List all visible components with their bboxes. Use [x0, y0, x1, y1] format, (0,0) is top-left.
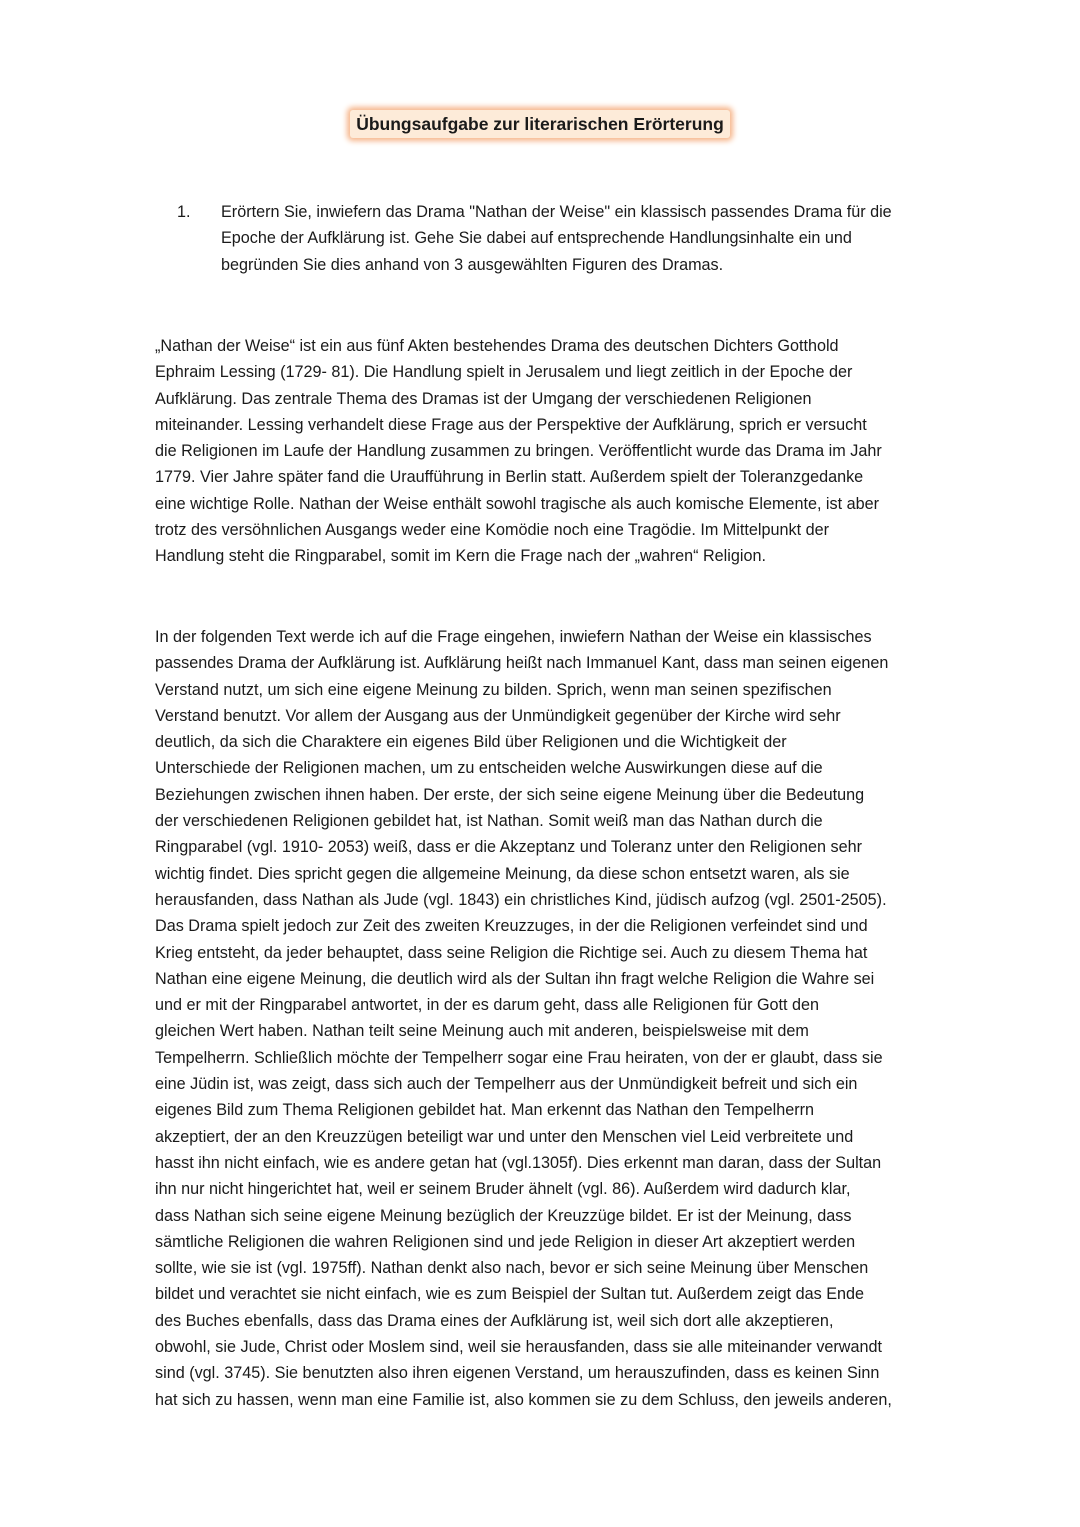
title-container	[0, 110, 1080, 138]
text-line: eine Jüdin ist, was zeigt, dass sich auch der Tempelherr aus der Unmündigkeit befreit und sich ein	[155, 1075, 858, 1094]
text-line: Das Drama spielt jedoch zur Zeit des zweiten Kreuzzuges, in der die Religionen verfeindet sind und	[155, 917, 868, 936]
text-line: und er mit der Ringparabel antwortet, in der es darum geht, dass alle Religionen für Gott den	[155, 996, 820, 1015]
text-line: Tempelherrn. Schließlich möchte der Tempelherr sogar eine Frau heiraten, von der er glaubt, dass sie	[155, 1048, 883, 1067]
task-line: Epoche der Aufklärung ist. Gehe Sie dabei auf entsprechende Handlungsinhalte ein und	[221, 229, 852, 248]
intro-paragraph	[155, 333, 985, 570]
text-line: der verschiedenen Religionen gebildet hat, ist Nathan. Somit weiß man das Nathan durch die	[155, 812, 823, 831]
text-line: Nathan eine eigene Meinung, die deutlich wird als der Sultan ihn fragt welche Religion die Wahre sei	[155, 969, 875, 988]
text-line: passendes Drama der Aufklärung ist. Aufklärung heißt nach Immanuel Kant, dass man seinen eigenen	[155, 654, 889, 673]
text-line: herausfanden, dass Nathan als Jude (vgl. 1843) ein christliches Kind, jüdisch aufzog (vgl. 2501-2505).	[155, 890, 887, 909]
text-line: miteinander. Lessing verhandelt diese Frage aus der Perspektive der Aufklärung, sprich er versucht	[155, 415, 867, 434]
text-line: Aufklärung. Das zentrale Thema des Dramas ist der Umgang der verschiedenen Religionen	[155, 389, 812, 408]
text-line: deutlich, da sich die Charaktere ein eigenes Bild über Religionen und die Wichtigkeit der	[155, 733, 787, 752]
task-number: 1.	[177, 203, 191, 221]
task-line: begründen Sie dies anhand von 3 ausgewählten Figuren des Dramas.	[221, 255, 724, 274]
text-line: Krieg entsteht, da jeder behauptet, dass seine Religion die Richtige sei. Auch zu diesem Thema hat	[155, 943, 868, 962]
text-line: sind (vgl. 3745). Sie benutzten also ihren eigenen Verstand, um herauszufinden, dass es keinen Sinn	[155, 1364, 880, 1383]
text-line: hat sich zu hassen, wenn man eine Familie ist, also kommen sie zu dem Schluss, den jeweils anderen,	[155, 1390, 892, 1409]
text-line: bildet und verachtet sie nicht einfach, wie es zum Beispiel der Sultan tut. Außerdem zeigt das Ende	[155, 1285, 865, 1304]
text-line: Ephraim Lessing (1729- 81). Die Handlung spielt in Jerusalem und liegt zeitlich in der Epoche der	[155, 363, 853, 382]
text-line: Unterschiede der Religionen machen, um zu entscheiden welche Auswirkungen diese auf die	[155, 759, 823, 778]
text-line: trotz des versöhnlichen Ausgangs weder eine Komödie noch eine Tragödie. Im Mittelpunkt der	[155, 521, 829, 540]
text-line: dass Nathan sich seine eigene Meinung bezüglich der Kreuzzüge bildet. Er ist der Meinung, dass	[155, 1206, 852, 1225]
text-line: ihn nur nicht hingerichtet hat, weil er seinem Bruder ähnelt (vgl. 86). Außerdem wird dadurch klar,	[155, 1180, 851, 1199]
text-line: In der folgenden Text werde ich auf die Frage eingehen, inwiefern Nathan der Weise ein klassisches	[155, 628, 872, 646]
text-line: Handlung steht die Ringparabel, somit im Kern die Frage nach der „wahren“ Religion.	[155, 547, 766, 566]
text-line: Verstand benutzt. Vor allem der Ausgang aus der Unmündigkeit gegenüber der Kirche wird sehr	[155, 706, 841, 725]
main-paragraph	[155, 624, 985, 1413]
text-line: eine wichtige Rolle. Nathan der Weise enthält sowohl tragische als auch komische Elemente, ist aber	[155, 494, 880, 513]
text-line: wichtig findet. Dies spricht gegen die allgemeine Meinung, da diese schon entsetzt waren, als sie	[155, 864, 850, 883]
text-line: Verstand nutzt, um sich eine eigene Meinung zu bilden. Sprich, wenn man seinen spezifischen	[155, 680, 832, 699]
text-line: Beziehungen zwischen ihnen haben. Der erste, der sich seine eigene Meinung über die Bedeutung	[155, 785, 865, 804]
task-line: Erörtern Sie, inwiefern das Drama "Nathan der Weise" ein klassisch passendes Drama für die	[221, 203, 892, 221]
text-line: hasst ihn nicht einfach, wie es andere getan hat (vgl.1305f). Dies erkennt man daran, dass der Sultan	[155, 1153, 882, 1172]
text-line: die Religionen im Laufe der Handlung zusammen zu bringen. Veröffentlicht wurde das Drama im Jahr	[155, 442, 882, 461]
text-line: sollte, wie sie ist (vgl. 1975ff). Nathan denkt also nach, bevor er sich seine Meinung über Menschen	[155, 1259, 869, 1278]
document-title: Übungsaufgabe zur literarischen Erörterung	[350, 110, 730, 138]
text-line: gleichen Wert haben. Nathan teilt seine Meinung auch mit anderen, beispielsweise mit dem	[155, 1022, 809, 1041]
text-line: akzeptiert, der an den Kreuzzügen beteiligt war und unter den Menschen viel Leid verbreitete und	[155, 1127, 854, 1146]
text-line: sämtliche Religionen die wahren Religionen sind und jede Religion in dieser Art akzeptiert werden	[155, 1232, 856, 1251]
text-line: Ringparabel (vgl. 1910- 2053) weiß, dass er die Akzeptanz und Toleranz unter den Religionen sehr	[155, 838, 862, 857]
task-text	[221, 199, 997, 278]
text-line: eigenes Bild zum Thema Religionen gebildet hat. Man erkennt das Nathan den Tempelherrn	[155, 1101, 814, 1120]
task-item	[177, 199, 997, 278]
text-line: „Nathan der Weise“ ist ein aus fünf Akten bestehendes Drama des deutschen Dichters Gotthold	[155, 337, 839, 355]
text-line: 1779. Vier Jahre später fand die Uraufführung in Berlin statt. Außerdem spielt der Toleranzgedanke	[155, 468, 864, 487]
text-line: obwohl, sie Jude, Christ oder Moslem sind, weil sie herausfanden, dass sie alle miteinander verwandt	[155, 1338, 883, 1357]
text-line: des Buches ebenfalls, dass das Drama eines der Aufklärung ist, weil sich dort alle akzeptieren,	[155, 1311, 834, 1330]
